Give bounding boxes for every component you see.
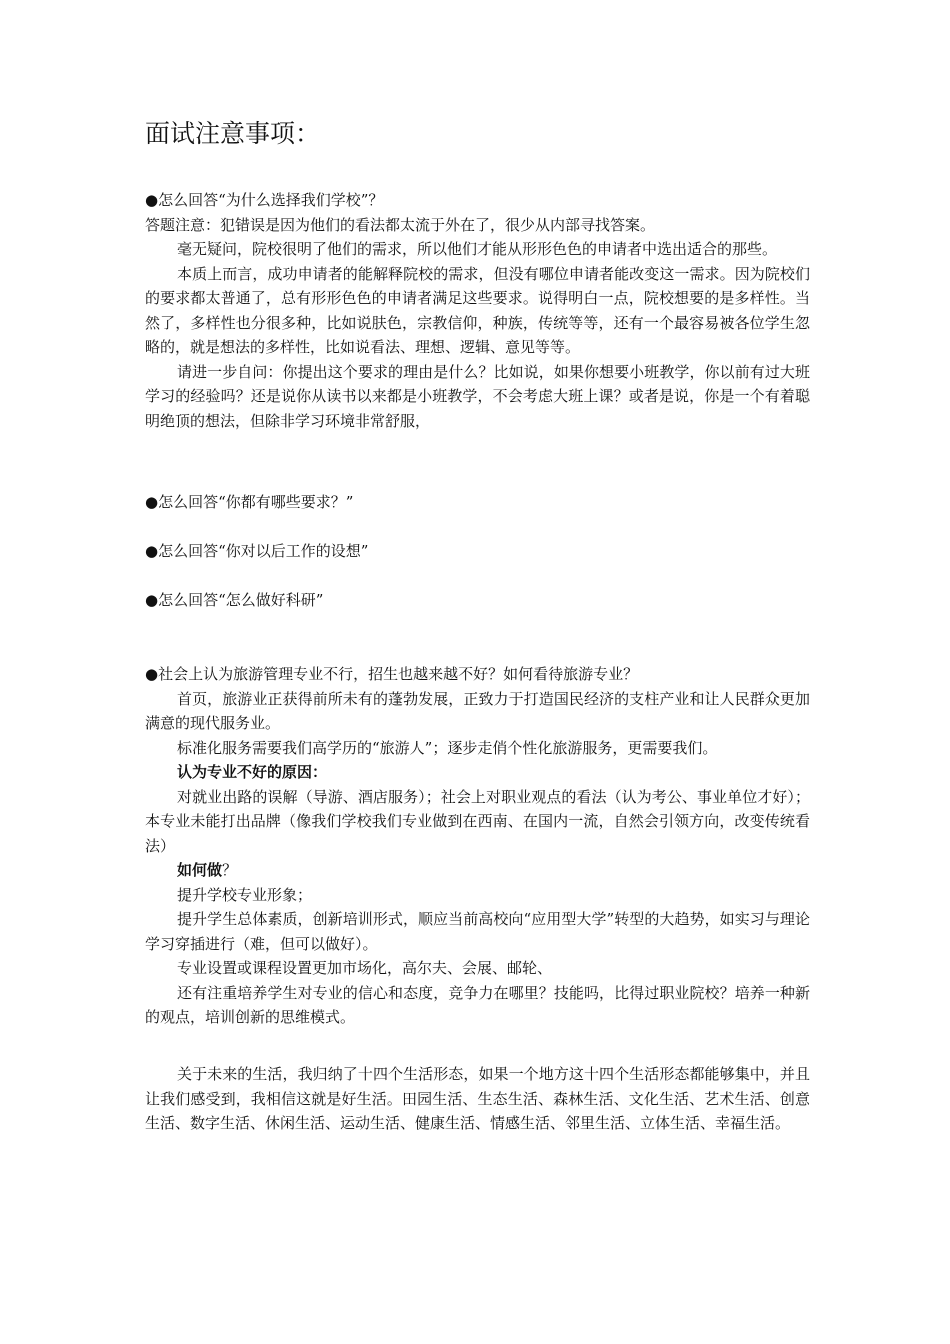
paragraph: 请进一步自问：你提出这个要求的理由是什么？比如说，如果你想要小班教学，你以前有过大班学习的经验吗？还是说你从读书以来都是小班教学，不会考虑大班上课？或者是说，你是一个有着聪明绝顶的想法，但除非学习环境非常舒服， (145, 362, 810, 430)
paragraph: 本质上而言，成功申请者的能解释院校的需求，但没有哪位申请者能改变这一需求。因为院校们的要求都太普通了，总有形形色色的申请者满足这些要求。说得明白一点，院校想要的是多样性。当然了，多样性也分很多种，比如说肤色，宗教信仰，种族，传统等等，还有一个最容易被各位学生忽略的，就是想法的多样性，比如说看法、理想、逻辑、意见等等。 (145, 264, 810, 356)
page-title: 面试注意事项： (145, 119, 321, 148)
section-future-life (145, 1062, 810, 1136)
action-item: 专业设置或课程设置更加市场化，高尔夫、会展、邮轮、 (177, 959, 553, 977)
sub-heading-how-mark: ？ (222, 861, 238, 879)
section-heading: ●怎么回答“你都有哪些要求？” (145, 493, 354, 511)
section-heading: ●怎么回答“为什么选择我们学校”？ (145, 191, 384, 209)
section-heading: ●社会上认为旅游管理专业不行，招生也越来越不好？如何看待旅游专业？ (145, 665, 639, 683)
paragraph: 关于未来的生活，我归纳了十四个生活形态，如果一个地方这十四个生活形态都能够集中，并且让我们感受到，我相信这就是好生活。田园生活、生态生活、森林生活、文化生活、艺术生活、创意生活、数字生活、休闲生活、运动生活、健康生活、情感生活、邻里生活、立体生活、幸福生活。 (145, 1065, 810, 1132)
section-research (145, 588, 810, 613)
answer-note: 答题注意：犯错误是因为他们的看法都太流于外在了，很少从内部寻找答案。 (145, 215, 656, 234)
action-item: 提升学生总体素质，创新培训形式，顺应当前高校向“应用型大学”转型的大趋势，如实习与理论学习穿插进行（难，但可以做好）。 (145, 910, 810, 953)
paragraph: 标准化服务需要我们高学历的“旅游人”；逐步走俏个性化旅游服务，更需要我们。 (177, 738, 718, 757)
sub-heading-how (145, 858, 810, 883)
section-future-work (145, 539, 810, 564)
section-tourism-major (145, 662, 810, 1030)
section-your-requirements (145, 490, 810, 515)
paragraph: 首页，旅游业正获得前所未有的蓬勃发展，正致力于打造国民经济的支柱产业和让人民群众更加满意的现代服务业。 (145, 689, 810, 732)
action-item: 还有注重培养学生对专业的信心和态度，竞争力在哪里？技能吗，比得过职业院校？培养一种新的观点，培训创新的思维模式。 (145, 983, 810, 1026)
section-heading: ●怎么回答“你对以后工作的设想” (145, 542, 369, 560)
paragraph-reasons: 对就业出路的误解（导游、酒店服务）；社会上对职业观点的看法（认为考公、事业单位才好）；本专业未能打出品牌（像我们学校我们专业做到在西南、在国内一流，自然会引领方向，改变传统看法） (145, 787, 810, 855)
section-heading: ●怎么回答“怎么做好科研” (145, 591, 324, 609)
section-why-our-school (145, 188, 810, 433)
paragraph: 毫无疑问，院校很明了他们的需求，所以他们才能从形形色色的申请者中选出适合的那些。 (177, 240, 778, 258)
sub-heading-reasons: 认为专业不好的原因： (177, 763, 328, 781)
sub-heading-how-text: 如何做 (177, 861, 223, 879)
action-item: 提升学校专业形象； (177, 885, 313, 904)
